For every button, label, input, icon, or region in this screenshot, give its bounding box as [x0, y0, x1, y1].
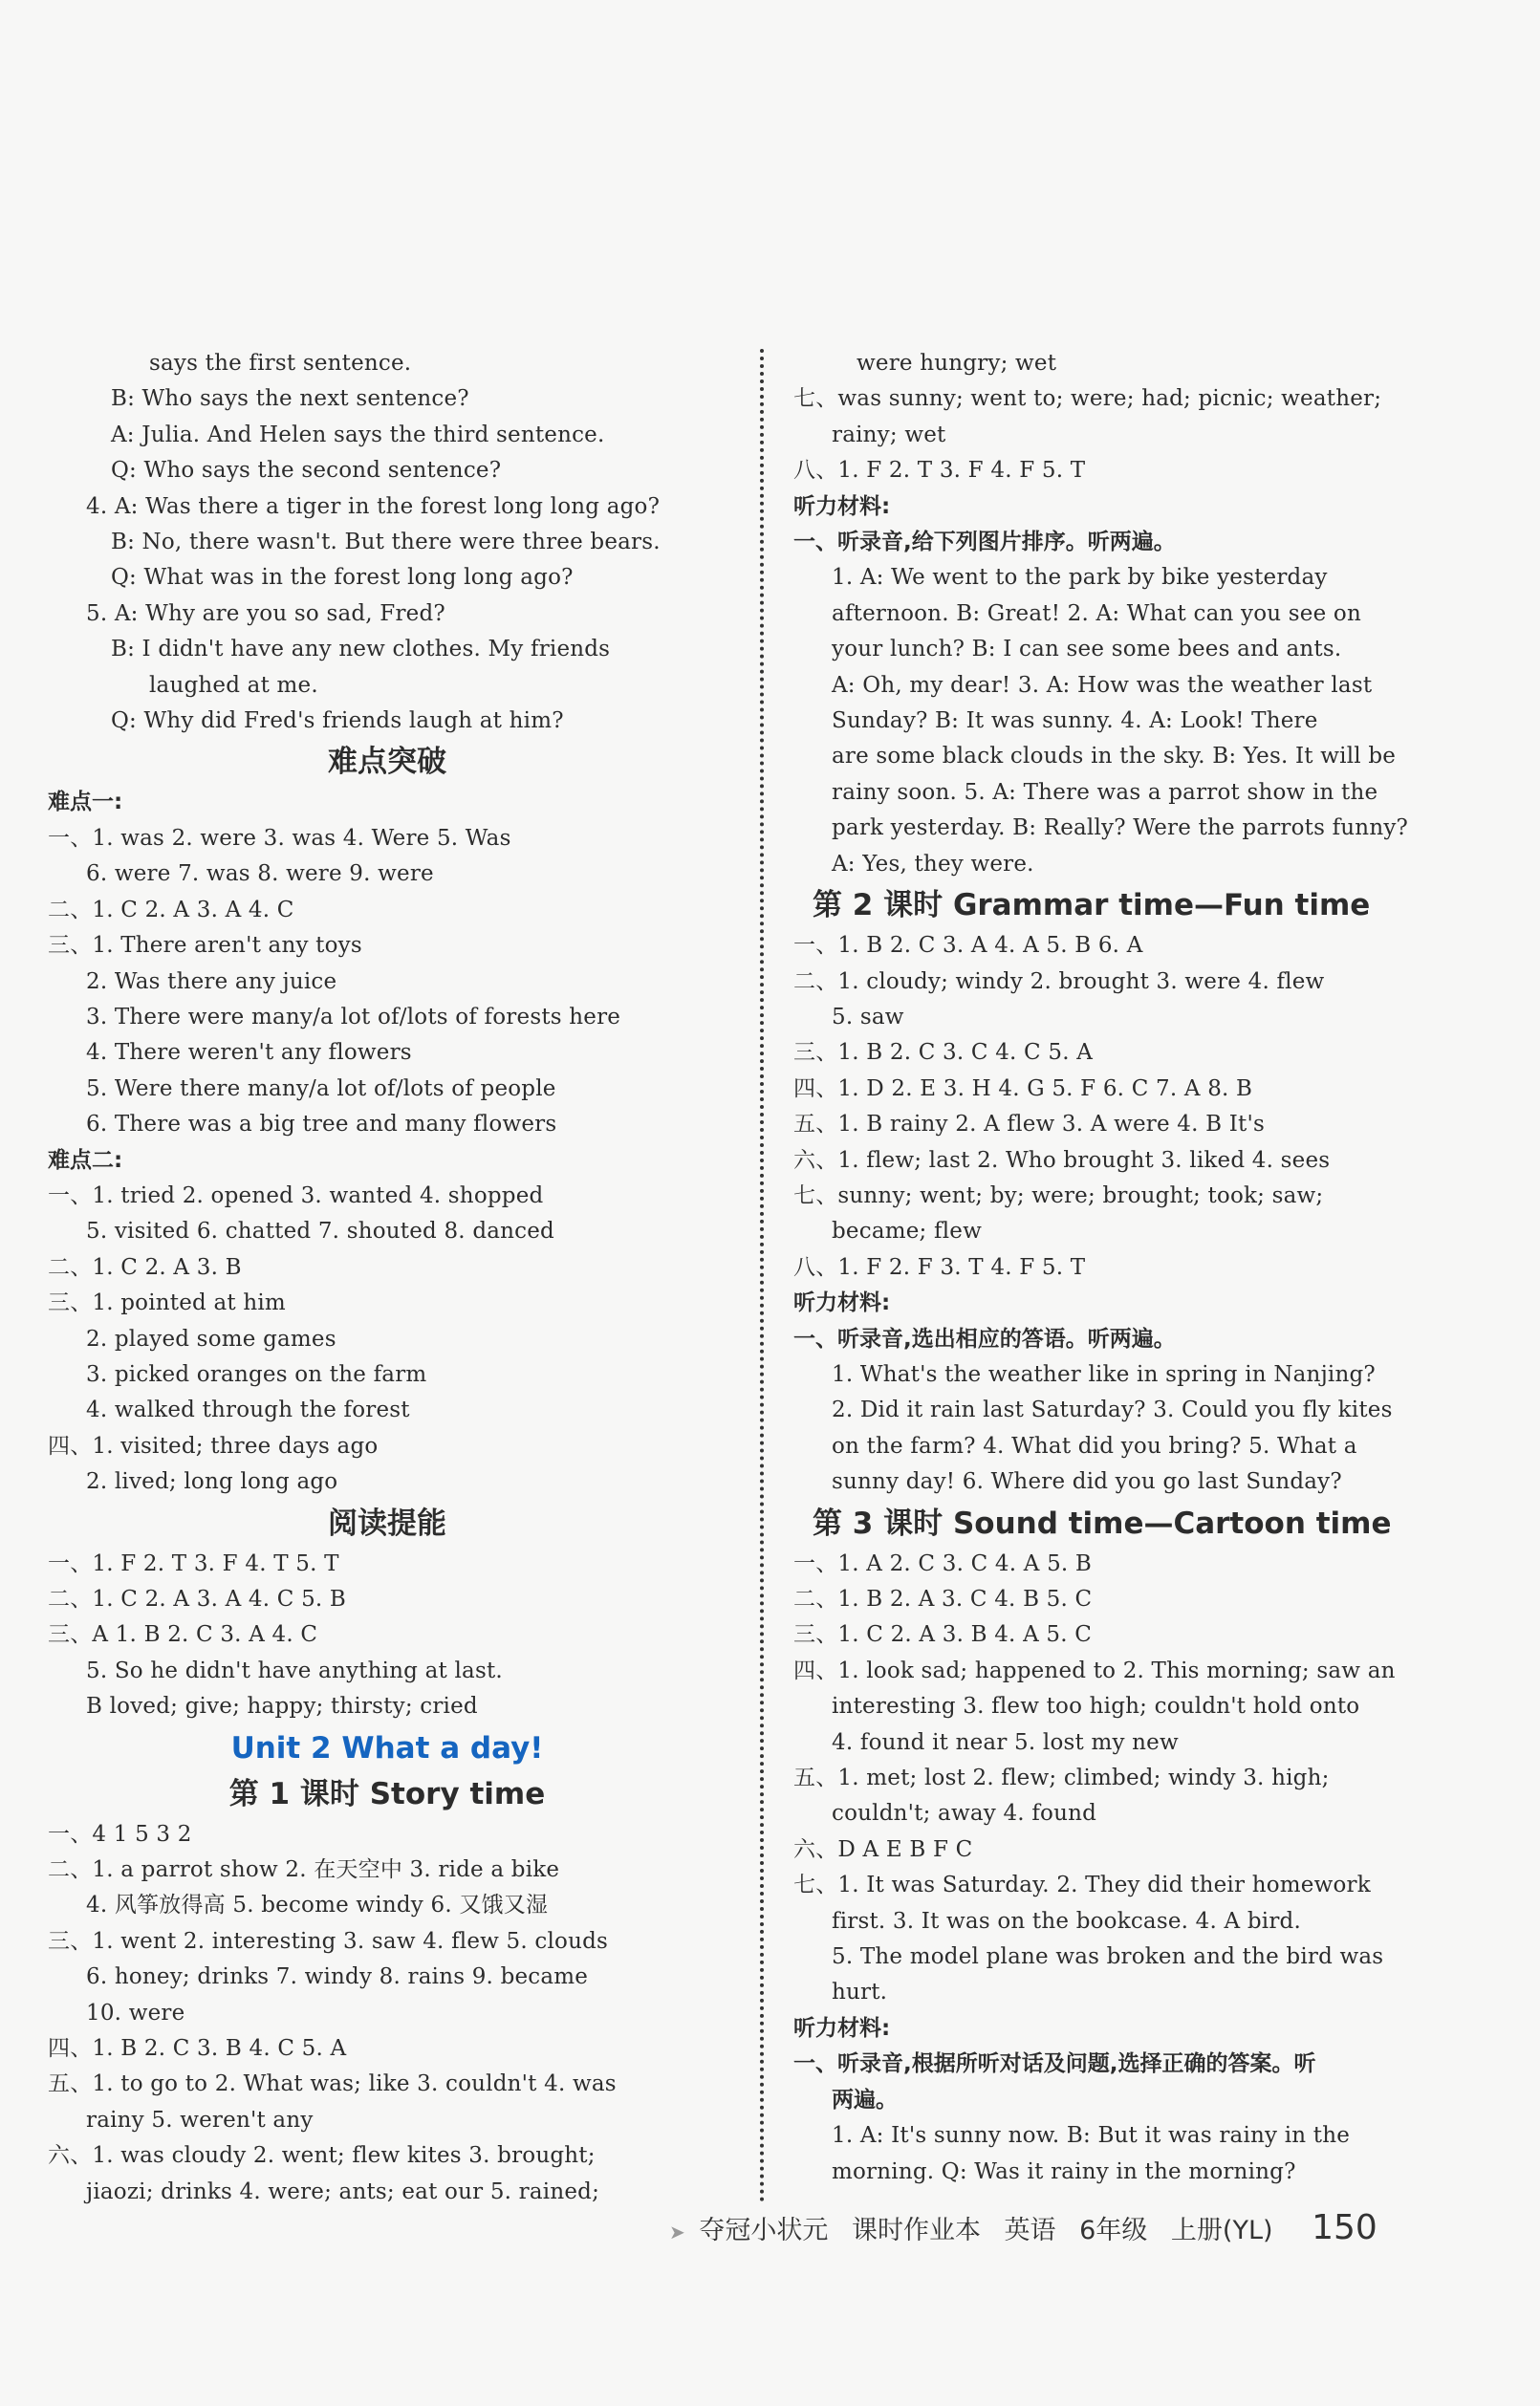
answer-line: 三、1. C 2. A 3. B 4. A 5. C: [793, 1622, 1093, 1648]
answer-line: 四、1. B 2. C 3. B 4. C 5. A: [48, 2036, 347, 2062]
answer-line: B: I didn't have any new clothes. My friends: [111, 637, 611, 662]
answer-line: 四、1. visited; three days ago: [48, 1433, 379, 1459]
answer-line: B: Who says the next sentence?: [111, 386, 469, 412]
answer-line: Q: What was in the forest long long ago?: [111, 565, 574, 591]
answer-line: 六、D A E B F C: [793, 1836, 973, 1862]
answer-line: 五、1. B rainy 2. A flew 3. A were 4. B It's: [793, 1112, 1266, 1138]
left-column: [48, 346, 727, 2210]
answer-line: 一、1. A 2. C 3. C 4. A 5. B: [793, 1550, 1093, 1576]
answer-line: 七、sunny; went; by; were; brought; took; saw;: [793, 1182, 1324, 1208]
answer-line: 四、1. D 2. E 3. H 4. G 5. F 6. C 7. A 8. B: [793, 1075, 1253, 1101]
answer-line: 三、1. went 2. interesting 3. saw 4. flew 5. clouds: [48, 1928, 609, 1954]
answer-line: 六、1. flew; last 2. Who brought 3. liked 4. sees: [793, 1147, 1331, 1173]
answer-line: 1. What's the weather like in spring in Nanjing?: [832, 1361, 1376, 1387]
answer-line: 三、1. B 2. C 3. C 4. C 5. A: [793, 1040, 1094, 1066]
answer-line: 三、1. There aren't any toys: [48, 933, 362, 959]
answer-line: 六、1. was cloudy 2. went; flew kites 3. brought;: [48, 2143, 596, 2169]
answer-line: 3. There were many/a lot of/lots of forests here: [86, 1004, 621, 1030]
answer-line: 2. Was there any juice: [86, 968, 337, 994]
page-footer: [669, 2208, 1393, 2247]
subsection-label: 难点二:: [48, 1147, 123, 1173]
answer-line: 二、1. cloudy; windy 2. brought 3. were 4. flew: [793, 968, 1325, 994]
answer-line: 一、1. F 2. T 3. F 4. T 5. T: [48, 1550, 339, 1576]
answer-line: 二、1. C 2. A 3. A 4. C: [48, 897, 294, 922]
answer-line: rainy; wet: [832, 422, 946, 447]
footer-arrow-icon: ➤: [669, 2221, 685, 2243]
answer-line: 3. picked oranges on the farm: [86, 1361, 427, 1387]
answer-line: became; flew: [832, 1219, 982, 1245]
answer-line: A: Oh, my dear! 3. A: How was the weather last: [832, 672, 1373, 698]
section-heading: 第 2 课时 Grammar time—Fun time: [813, 888, 1371, 923]
answer-line: 5. A: Why are you so sad, Fred?: [86, 600, 445, 626]
answer-line: 2. played some games: [86, 1326, 336, 1352]
answer-line: 八、1. F 2. T 3. F 4. F 5. T: [793, 458, 1086, 484]
footer-book: 课时作业本: [851, 2216, 981, 2245]
section-heading: 第 1 课时 Story time: [228, 1776, 546, 1811]
answer-line: 二、1. C 2. A 3. B: [48, 1254, 242, 1280]
answer-line: 一、1. B 2. C 3. A 4. A 5. B 6. A: [793, 933, 1143, 959]
subsection-label: 听力材料:: [793, 1290, 891, 1316]
answer-line: 5. saw: [832, 1004, 904, 1030]
answer-line: hurt.: [832, 1980, 888, 2005]
footer-volume: 上册(YL): [1170, 2216, 1273, 2245]
section-heading: Unit 2 What a day!: [230, 1730, 544, 1766]
section-heading: 第 3 课时 Sound time—Cartoon time: [813, 1506, 1392, 1541]
answer-line: 四、1. look sad; happened to 2. This morning; saw an: [793, 1658, 1396, 1683]
footer-grade: 6年级: [1079, 2216, 1148, 2245]
answer-line: 一、1. was 2. were 3. was 4. Were 5. Was: [48, 825, 511, 851]
answer-line: were hungry; wet: [857, 351, 1057, 376]
answer-line: 4. found it near 5. lost my new: [832, 1729, 1179, 1755]
subsection-label: 两遍。: [832, 2087, 898, 2113]
answer-line: 五、1. met; lost 2. flew; climbed; windy 3. high;: [793, 1766, 1330, 1791]
answer-line: 二、1. C 2. A 3. A 4. C 5. B: [48, 1587, 347, 1612]
answer-line: 五、1. to go to 2. What was; like 3. couldn't 4. was: [48, 2071, 617, 2097]
answer-line: Q: Why did Fred's friends laugh at him?: [111, 708, 564, 734]
subsection-label: 一、听录音,选出相应的答语。听两遍。: [793, 1326, 1176, 1352]
answer-line: Q: Who says the second sentence?: [111, 458, 502, 484]
answer-line: 一、1. tried 2. opened 3. wanted 4. shopped: [48, 1182, 544, 1208]
answer-line: your lunch? B: I can see some bees and ants.: [832, 637, 1342, 662]
answer-line: 5. So he didn't have anything at last.: [86, 1658, 503, 1683]
answer-line: are some black clouds in the sky. B: Yes. It will be: [832, 744, 1397, 769]
answer-line: 三、A 1. B 2. C 3. A 4. C: [48, 1622, 318, 1648]
answer-line: 2. Did it rain last Saturday? 3. Could you fly kites: [832, 1398, 1393, 1423]
answer-line: 4. 风筝放得高 5. become windy 6. 又饿又湿: [86, 1893, 549, 1918]
answer-line: 4. There weren't any flowers: [86, 1040, 412, 1066]
answer-line: says the first sentence.: [149, 351, 412, 376]
subsection-label: 难点一:: [48, 790, 123, 815]
answer-line: B: No, there wasn't. But there were three bears.: [111, 530, 661, 555]
answer-line: couldn't; away 4. found: [832, 1801, 1097, 1827]
subsection-label: 一、听录音,给下列图片排序。听两遍。: [793, 530, 1176, 555]
answer-line: 1. A: We went to the park by bike yesterday: [832, 565, 1328, 591]
answer-line: afternoon. B: Great! 2. A: What can you see on: [832, 600, 1361, 626]
answer-line: park yesterday. B: Really? Were the parrots funny?: [832, 815, 1409, 841]
right-column: [793, 346, 1472, 2190]
answer-line: 2. lived; long long ago: [86, 1469, 338, 1495]
answer-line: sunny day! 6. Where did you go last Sunday?: [832, 1469, 1342, 1495]
answer-line: 6. honey; drinks 7. windy 8. rains 9. became: [86, 1964, 589, 1990]
answer-line: on the farm? 4. What did you bring? 5. What a: [832, 1433, 1357, 1459]
answer-line: 6. There was a big tree and many flowers: [86, 1112, 557, 1138]
answer-line: A: Julia. And Helen says the third sentence.: [111, 422, 605, 447]
footer-subject: 英语: [1004, 2216, 1056, 2245]
answer-line: 七、1. It was Saturday. 2. They did their homework: [793, 1873, 1371, 1898]
column-divider: [760, 349, 764, 2203]
answer-line: 1. A: It's sunny now. B: But it was rainy in the: [832, 2123, 1351, 2149]
answer-line: 二、1. B 2. A 3. C 4. B 5. C: [793, 1587, 1093, 1612]
answer-line: 6. were 7. was 8. were 9. were: [86, 861, 434, 887]
answer-line: 5. The model plane was broken and the bird was: [832, 1944, 1384, 1970]
answer-line: rainy soon. 5. A: There was a parrot show in the: [832, 779, 1378, 805]
answer-line: morning. Q: Was it rainy in the morning?: [832, 2158, 1296, 2184]
answer-line: 七、was sunny; went to; were; had; picnic; weather;: [793, 386, 1382, 412]
answer-line: 八、1. F 2. F 3. T 4. F 5. T: [793, 1254, 1086, 1280]
subsection-label: 一、听录音,根据所听对话及问题,选择正确的答案。听: [793, 2051, 1316, 2077]
answer-line: 5. Were there many/a lot of/lots of people: [86, 1075, 556, 1101]
answer-line: 5. visited 6. chatted 7. shouted 8. danced: [86, 1219, 554, 1245]
answer-line: 4. A: Was there a tiger in the forest long long ago?: [86, 493, 661, 519]
page-number: 150: [1312, 2208, 1377, 2247]
answer-line: 10. were: [86, 2000, 185, 2026]
section-heading: 阅读提能: [328, 1506, 446, 1541]
answer-line: A: Yes, they were.: [832, 851, 1034, 877]
answer-line: first. 3. It was on the bookcase. 4. A bird.: [832, 1908, 1301, 1934]
answer-line: 二、1. a parrot show 2. 在天空中 3. ride a bike: [48, 1857, 560, 1883]
footer-brand: 夺冠小状元: [699, 2216, 829, 2245]
answer-line: 4. walked through the forest: [86, 1398, 410, 1423]
answer-line: laughed at me.: [149, 672, 318, 698]
answer-line: jiaozi; drinks 4. were; ants; eat our 5. rained;: [86, 2178, 600, 2204]
answer-line: B loved; give; happy; thirsty; cried: [86, 1694, 478, 1720]
answer-line: 一、4 1 5 3 2: [48, 1821, 192, 1847]
answer-line: Sunday? B: It was sunny. 4. A: Look! There: [832, 708, 1318, 734]
section-heading: 难点突破: [328, 745, 446, 780]
answer-line: rainy 5. weren't any: [86, 2107, 314, 2133]
answer-line: 三、1. pointed at him: [48, 1290, 286, 1316]
answer-line: interesting 3. flew too high; couldn't hold onto: [832, 1694, 1360, 1720]
subsection-label: 听力材料:: [793, 493, 891, 519]
subsection-label: 听力材料:: [793, 2015, 891, 2041]
